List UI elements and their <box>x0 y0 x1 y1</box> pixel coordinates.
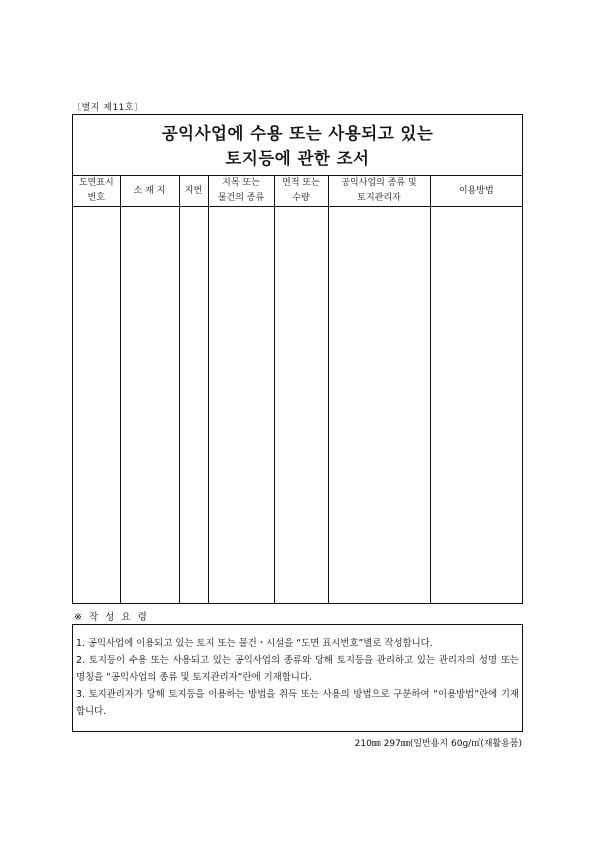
header-lot-number-label: 지번 <box>184 185 203 196</box>
header-project-type <box>328 176 430 207</box>
header-lot-number <box>179 176 208 207</box>
cell-usage-method[interactable] <box>430 207 522 604</box>
header-drawing-number-line1: 도면표시 <box>78 178 114 188</box>
header-land-category <box>208 176 274 207</box>
paper-spec: 210㎜ 297㎜(일반용지 60g/㎡(재활용품) <box>354 739 522 749</box>
survey-table <box>73 176 522 603</box>
guide-item-1: 1. 공익사업에 이용되고 있는 토지 또는 물건・시설을 “도면 표시번호”별로 작성합니다. <box>76 638 433 649</box>
guide-box <box>72 624 523 732</box>
header-usage-method <box>430 176 522 207</box>
header-project-type-line1: 공익사업의 종류 및 <box>341 178 417 188</box>
header-drawing-number <box>73 176 120 207</box>
header-land-category-line2: 물건의 종류 <box>217 193 265 203</box>
cell-area[interactable] <box>274 207 328 604</box>
table-row <box>73 207 522 604</box>
header-area-line1: 면적 또는 <box>282 178 320 188</box>
cell-lot-number[interactable] <box>179 207 208 604</box>
guide-item-3: 3. 토지관리자가 당해 토지등을 이용하는 방법을 취득 또는 사용의 방법으로 구분하여 “이용방법”란에 기재합니다. <box>76 689 519 717</box>
title-line-1: 공익사업에 수용 또는 사용되고 있는 <box>161 124 434 143</box>
title-line-2: 토지등에 관한 조서 <box>225 149 370 168</box>
header-drawing-number-line2: 번호 <box>87 193 105 203</box>
cell-drawing-number[interactable] <box>73 207 120 604</box>
guide-item-2: 2. 토지등이 수용 또는 사용되고 있는 공익사업의 종류와 당해 토지등을 관리하고 있는 관리자의 성명 또는 명칭을 “공익사업의 종류 및 토지관리자”란에 기재합니다. <box>76 655 519 683</box>
header-area-line2: 수량 <box>292 193 310 203</box>
guide-heading: ※ 작 성 요 령 <box>74 612 149 623</box>
form-title <box>73 115 522 176</box>
header-location-label: 소 재 지 <box>133 185 166 196</box>
survey-form <box>72 114 523 604</box>
header-area <box>274 176 328 207</box>
header-usage-method-label: 이용방법 <box>458 185 494 196</box>
header-row <box>73 176 522 207</box>
header-land-category-line1: 지목 또는 <box>222 178 260 188</box>
header-location <box>120 176 179 207</box>
form-number: 〔별지 제11호〕 <box>72 103 144 113</box>
cell-land-category[interactable] <box>208 207 274 604</box>
cell-project-type[interactable] <box>328 207 430 604</box>
header-project-type-line2: 토지관리자 <box>357 193 401 203</box>
cell-location[interactable] <box>120 207 179 604</box>
